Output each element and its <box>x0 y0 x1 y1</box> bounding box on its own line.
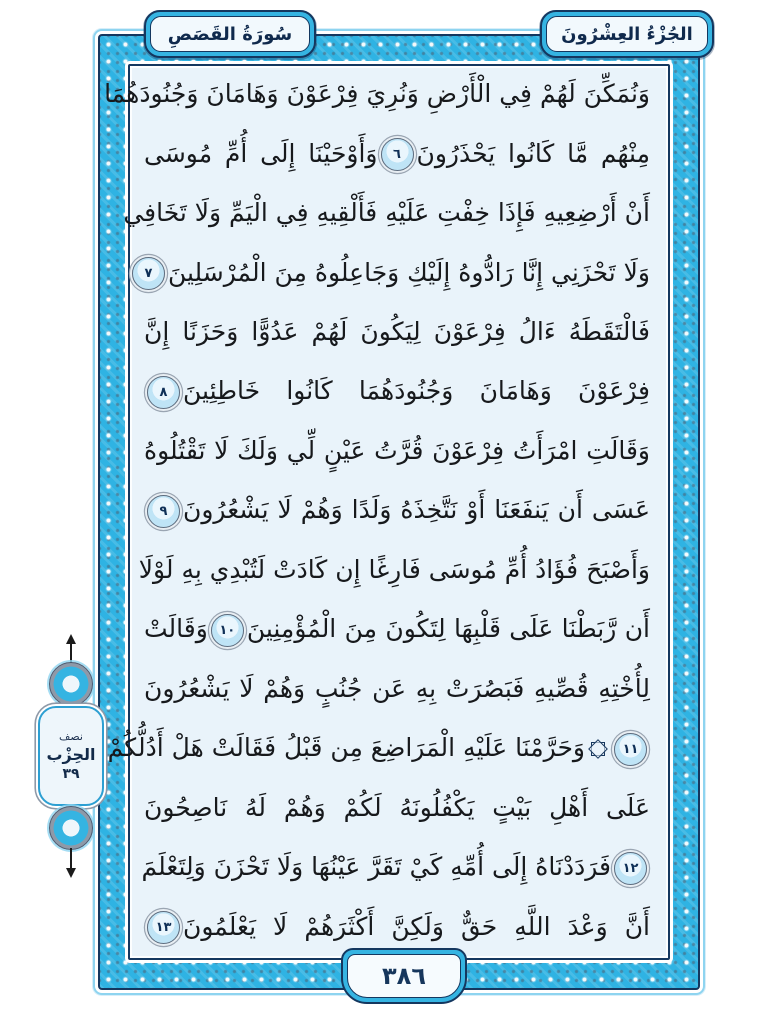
hizb-marker-word: الحِزْب <box>46 745 96 764</box>
verse-end-marker: ٨ <box>147 376 180 409</box>
ayah-text: وَأَوْحَيْنَا إِلَى أُمِّ مُوسَى <box>144 138 378 168</box>
quran-line <box>144 659 650 718</box>
quran-line <box>144 897 650 956</box>
verse-end-marker: ١٠ <box>211 614 244 647</box>
ayah-text: وَنُمَكِّنَ لَهُمْ فِي الْأَرْضِ وَنُرِيَ فِرْعَوْنَ وَهَامَانَ وَجُنُودَهُمَا <box>104 79 650 109</box>
quran-line <box>144 302 650 361</box>
quran-line <box>144 361 650 420</box>
hizb-margin-medallion <box>34 630 108 882</box>
medallion-stem <box>70 642 72 664</box>
text-lines <box>104 64 666 956</box>
page-number-inner <box>347 954 461 998</box>
ayah-text: أَنْ أَرْضِعِيهِ فَإِذَا خِفْتِ عَلَيْهِ فَأَلْقِيهِ فِي الْيَمِّ وَلَا تَخَافِي <box>123 198 650 228</box>
surah-label: سُورَةُ القَصَصِ <box>167 23 293 45</box>
verse-end-marker: ٩ <box>147 495 180 528</box>
arrow-down-icon <box>66 868 76 878</box>
ayah-text: أَن رَّبَطْنَا عَلَى قَلْبِهَا لِتَكُونَ مِنَ الْمُؤْمِنِينَ <box>246 614 650 644</box>
ayah-text: فَالْتَقَطَهُ ءَالُ فِرْعَوْنَ لِيَكُونَ لَهُمْ عَدُوًّا وَحَزَنًا إِنَّ <box>144 317 650 347</box>
quran-line <box>138 540 650 599</box>
hizb-cartouche <box>38 706 104 806</box>
quran-line <box>144 124 650 183</box>
page-number: ٣٨٦ <box>382 962 426 990</box>
juz-header-tab <box>540 10 714 58</box>
surah-header-cartouche <box>150 16 310 52</box>
quran-line <box>144 480 650 539</box>
rosette-icon <box>49 662 93 706</box>
quran-line <box>104 64 650 123</box>
ayah-text: وَأَصْبَحَ فُؤَادُ أُمِّ مُوسَى فَارِغًا إِن كَادَتْ لَتُبْدِي بِهِ لَوْلَا <box>138 554 650 584</box>
quran-line <box>123 183 650 242</box>
ayah-text: عَسَى أَن يَنفَعَنَا أَوْ نَتَّخِذَهُ وَلَدًا وَهُمْ لَا يَشْعُرُونَ <box>183 495 650 525</box>
juz-header-cartouche <box>546 16 708 52</box>
surah-header-tab <box>144 10 316 58</box>
rosette-icon <box>49 806 93 850</box>
hizb-marker-number: ٣٩ <box>62 766 80 782</box>
quran-line <box>144 243 650 302</box>
hizb-marker-nisf: نصف <box>59 730 83 743</box>
ayah-text: فِرْعَوْنَ وَهَامَانَ وَجُنُودَهُمَا كَانُوا خَاطِئِينَ <box>183 376 650 406</box>
juz-label: الجُزْءُ العِشْرُونَ <box>561 23 693 45</box>
verse-end-marker: ١٢ <box>614 852 647 885</box>
quran-line <box>141 837 650 896</box>
ayah-text: وَقَالَتْ <box>144 614 208 644</box>
medallion-stem <box>70 848 72 870</box>
ayah-text: عَلَى أَهْلِ بَيْتٍ يَكْفُلُونَهُ لَكُمْ وَهُمْ لَهُ نَاصِحُونَ <box>144 792 650 822</box>
page-number-cartouche <box>341 948 467 1004</box>
ayah-text: أَنَّ وَعْدَ اللَّهِ حَقٌّ وَلَكِنَّ أَكْثَرَهُمْ لَا يَعْلَمُونَ <box>183 911 650 941</box>
quran-line <box>144 778 650 837</box>
quran-line <box>107 718 650 777</box>
quran-line <box>144 421 650 480</box>
verse-end-marker: ٦ <box>381 138 414 171</box>
ayah-text: لِأُخْتِهِ قُصِّيهِ فَبَصُرَتْ بِهِ عَن جُنُبٍ وَهُمْ لَا يَشْعُرُونَ <box>144 673 650 703</box>
ayah-text: وَلَا تَحْزَنِي إِنَّا رَادُّوهُ إِلَيْكِ وَجَاعِلُوهُ مِنَ الْمُرْسَلِينَ <box>167 257 650 287</box>
quran-line <box>144 599 650 658</box>
ayah-text: فَرَدَدْنَاهُ إِلَى أُمِّهِ كَيْ تَقَرَّ عَيْنُهَا وَلَا تَحْزَنَ وَلِتَعْلَمَ <box>141 852 611 882</box>
rub-el-hizb-icon <box>588 739 608 759</box>
ayah-text: وَقَالَتِ امْرَأَتُ فِرْعَوْنَ قُرَّتُ عَيْنٍ لِّي وَلَكَ لَا تَقْتُلُوهُ <box>144 435 650 465</box>
verse-end-marker: ٧ <box>132 257 165 290</box>
ayah-text: مِنْهُم مَّا كَانُوا يَحْذَرُونَ <box>416 138 650 168</box>
verse-end-marker: ١٣ <box>147 911 180 944</box>
verse-end-marker: ١١ <box>614 733 647 766</box>
ayah-text: وَحَرَّمْنَا عَلَيْهِ الْمَرَاضِعَ مِن قَبْلُ فَقَالَتْ هَلْ أَدُلُّكُمْ <box>107 733 585 763</box>
